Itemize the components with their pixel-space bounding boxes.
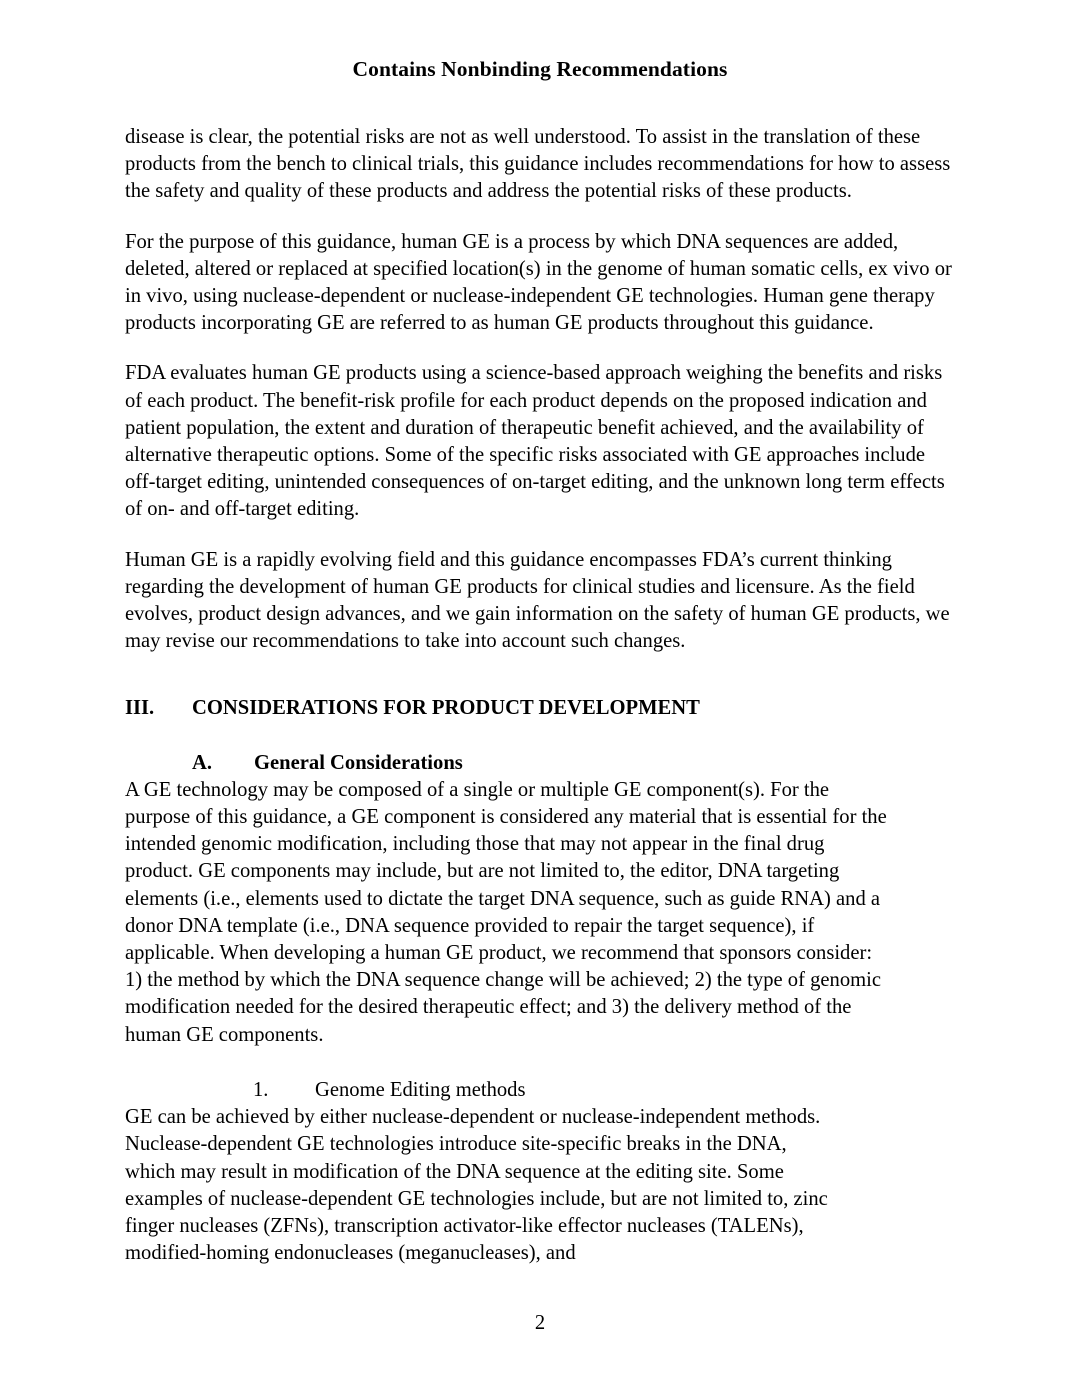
- section-heading-iii: [125, 695, 957, 722]
- section-title-iii: CONSIDERATIONS FOR PRODUCT DEVELOPMENT: [192, 697, 700, 720]
- paragraph-ge-technology-components: A GE technology may be composed of a single or multiple GE component(s). For the purpose of this guidance, a GE component is considered any material that is essential for the intended genomic modification, including those that may not appear in the final drug product. GE components may include, but are not limited to, the editor, DNA targeting elements (i.e., elements used to dictate the target DNA sequence, such as guide RNA) and a donor DNA template (i.e., DNA sequence provided to repair the target sequence), if applicable. When developing a human GE product, we recommend that sponsors consider: 1) the method by which the DNA sequence change will be achieved; 2) the type of genomic modification needed for the desired therapeutic effect; and 3) the delivery method of the human GE components.: [125, 778, 887, 1046]
- running-header: Contains Nonbinding Recommendations: [352, 57, 728, 81]
- subsection-heading-a: [192, 750, 957, 777]
- section-marker-iii: III.: [125, 697, 155, 720]
- subsection-marker-a: A.: [192, 751, 213, 774]
- paragraph-continuation: disease is clear, the potential risks are not as well understood. To assist in the translation of these products from the bench to clinical trials, this guidance includes recommendations for how to assess the safety and quality of these products and address the potential risks of these products.: [125, 126, 951, 203]
- subsection-title-a: General Considerations: [254, 751, 463, 774]
- paragraph-purpose-of-guidance: For the purpose of this guidance, human GE is a process by which DNA sequences are added, deleted, altered or replaced at specified location(s) in the genome of human somatic cells, ex vivo or in vivo, using nuclease-dependent or nuclease-independent GE technologies. Human gene therapy products incorporating GE are referred to as human GE products throughout this guidance.: [125, 230, 952, 335]
- paragraph-evolving-field: Human GE is a rapidly evolving field and this guidance encompasses FDA’s current thinking regarding the development of human GE products for clinical studies and licensure. As the field evolves, product design advances, and we gain information on the safety of human GE products, we may revise our recommendations to take into account such changes.: [125, 548, 950, 653]
- paragraph-fda-evaluation: FDA evaluates human GE products using a science-based approach weighing the benefits and risks of each product. The benefit-risk profile for each product depends on the proposed indication and patient population, the extent and duration of therapeutic benefit achieved, and the availability of alternative therapeutic options. Some of the specific risks associated with GE approaches include off-target editing, unintended consequences of on-target editing, and the unknown long term effects of on- and off-target editing.: [125, 362, 945, 521]
- paragraph-genome-editing-methods: GE can be achieved by either nuclease-dependent or nuclease-independent methods. Nuclease-dependent GE technologies introduce site-specific breaks in the DNA, which may result in modification of the DNA sequence at the editing site. Some examples of nuclease-dependent GE technologies include, but are not limited to, zinc finger nucleases (ZFNs), transcription activator-like effector nucleases (TALENs), modified-homing endonucleases (meganucleases), and: [125, 1106, 828, 1265]
- document-body: [125, 124, 957, 1290]
- page-number: 2: [534, 1312, 546, 1334]
- item-marker-1: 1.: [253, 1078, 269, 1101]
- item-title-genome-editing-methods: Genome Editing methods: [315, 1078, 526, 1101]
- item-heading-1: [253, 1077, 957, 1104]
